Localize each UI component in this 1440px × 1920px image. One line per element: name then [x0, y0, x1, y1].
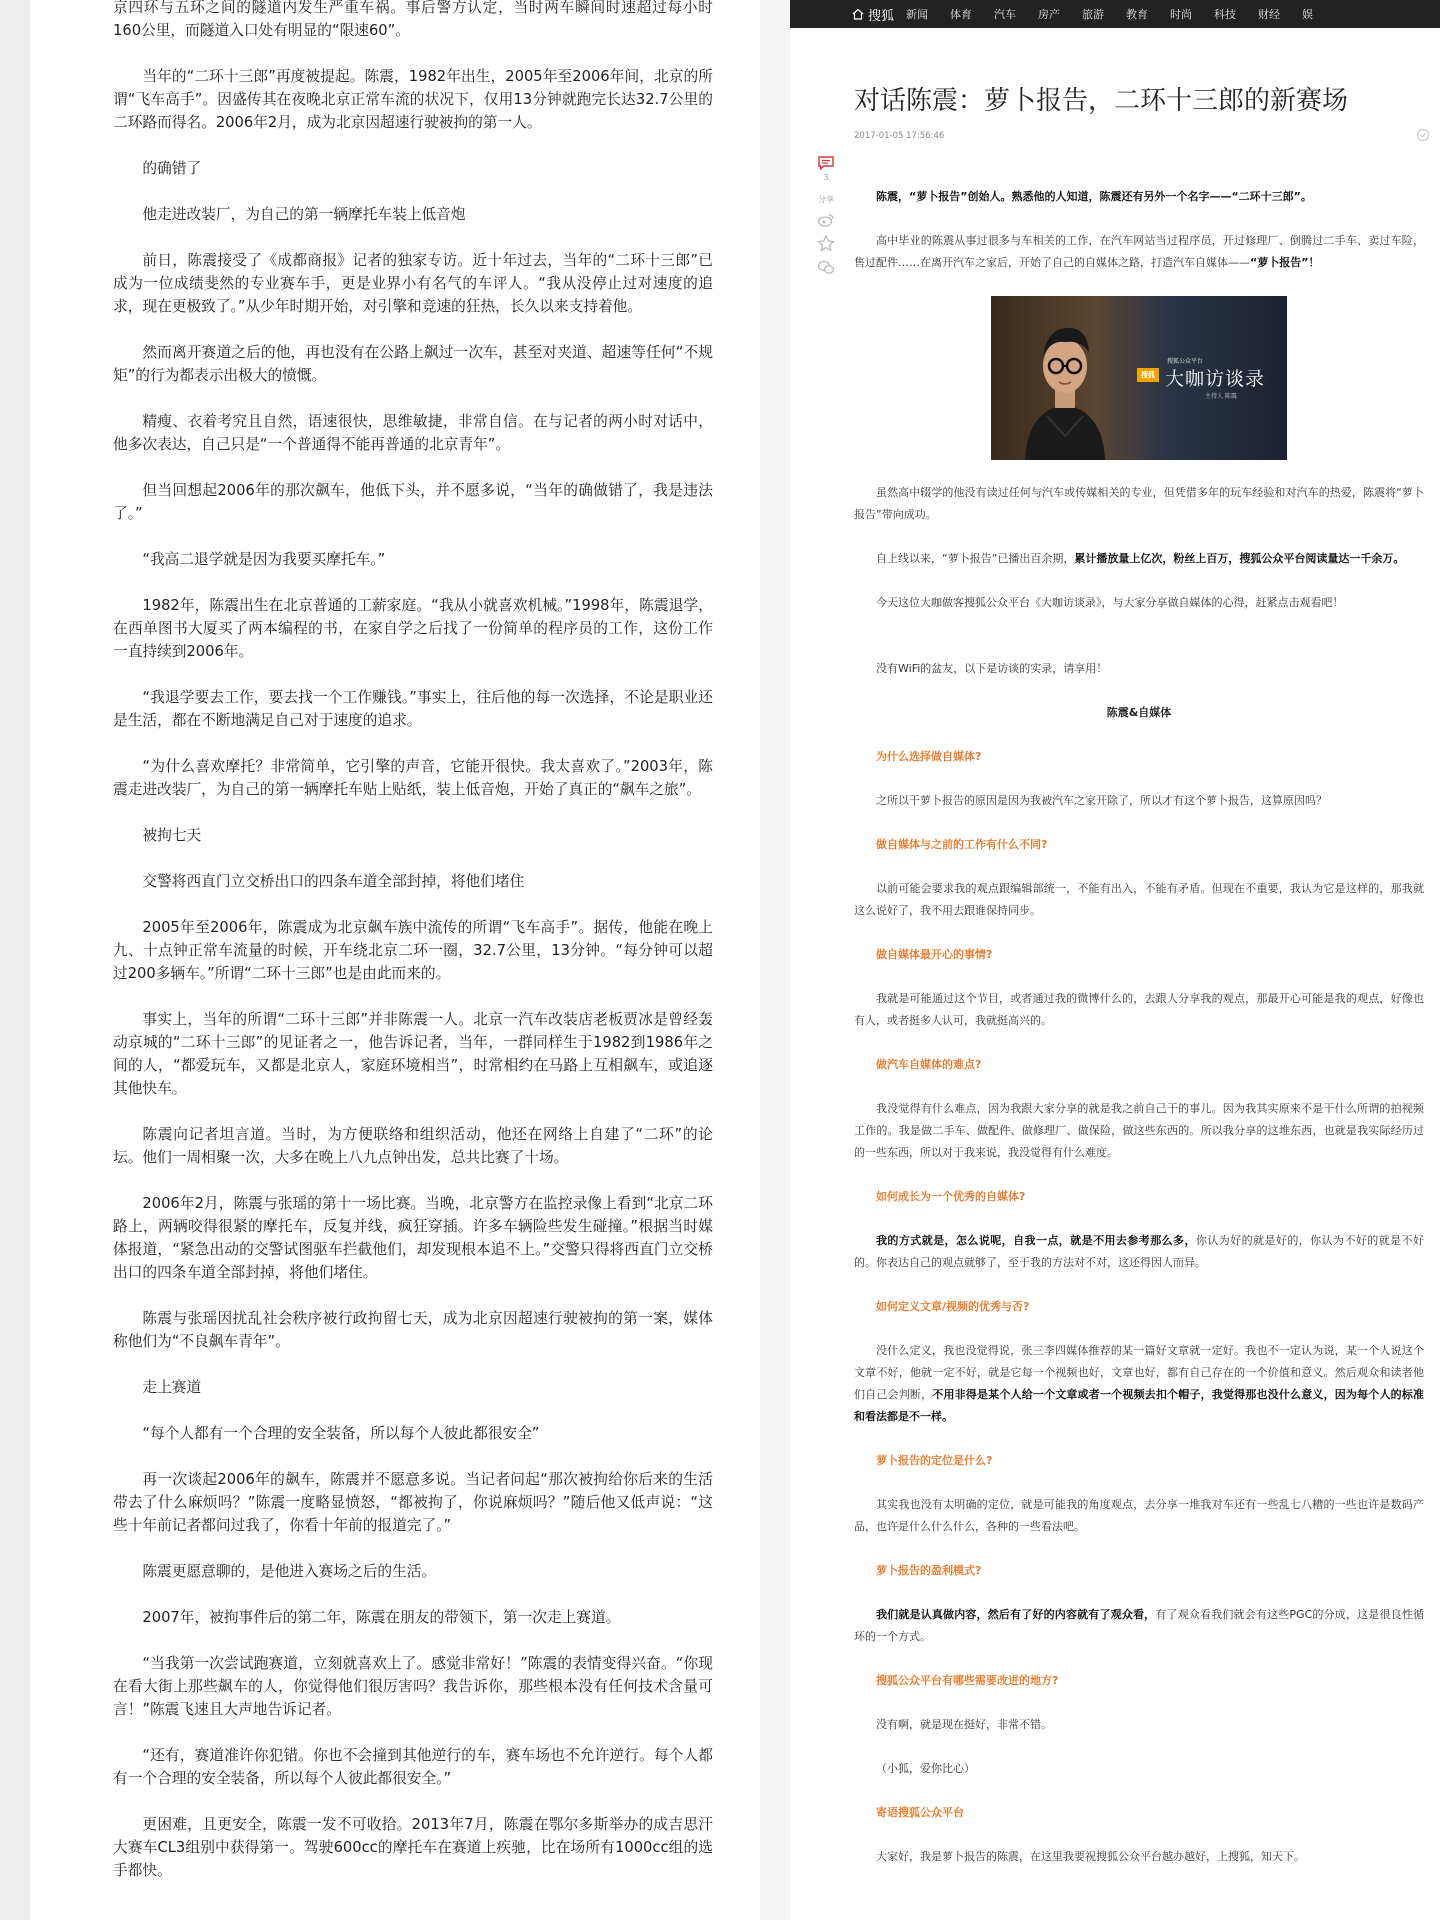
share-label: 分享: [818, 195, 834, 204]
nav-item[interactable]: 旅游: [1082, 8, 1105, 21]
article-body: [854, 186, 1424, 1890]
photo-subcaption: 主持人 陈震: [1205, 393, 1237, 400]
qa-answer-text: 有了观众看我们就会有这些PGC的分成，这是很良性循环的一个方式。: [854, 1608, 1424, 1643]
left-paragraph: 2006年2月，陈震与张瑶的第十一场比赛。当晚，北京警方在监控录像上看到“北京二环路上，两辆咬得很紧的摩托车，反复并线，疯狂穿插。许多车辆险些发生碰撞。”根据当时媒体报道，“紧急出动的交警试图驱车拦截他们，却发现根本追不上。”交警只得将西直门立交桥出口的四条车道全部封掉，将他们堵住。: [113, 1195, 713, 1281]
background-bold: “萝卜报告”！: [1250, 256, 1320, 269]
left-paragraph: “还有，赛道准许你犯错。你也不会撞到其他逆行的车，赛车场也不允许逆行。每个人都有一个合理的安全装备，所以每个人彼此都很安全。”: [113, 1747, 713, 1787]
left-paragraph: 2007年，被拘事件后的第二年，陈震在朋友的带领下，第一次走上赛道。: [142, 1609, 621, 1626]
left-paragraph: 但当回想起2006年的那次飙车，他低下头，并不愿多说，“当年的确做错了，我是违法了。”: [113, 482, 713, 522]
left-article-body: [113, 0, 713, 1905]
left-paragraph: 1982年，陈震出生在北京普通的工薪家庭。“我从小就喜欢机械。”1998年，陈震退学，在西单图书大厦买了两本编程的书，在家自学之后找了一份简单的程序员的工作，这份工作一直持续到2006年。: [113, 597, 713, 660]
qa-answer-text: 没什么定义，我也没觉得说，张三李四媒体推荐的某一篇好文章就一定好。我也不一定认为说，某一个人说这个文章不好，他就一定不好，就是它每一个视频也好，文章也好，都有自己存在的一个价值和意义。然后观众和读者他们自己会判断，: [854, 1344, 1424, 1401]
nav-items: [906, 6, 1335, 22]
left-paragraph: 陈震向记者坦言道。当时，为方便联络和组织活动，他还在网络上自建了“二环”的论坛。他们一周相聚一次，大多在晚上八九点钟出发，总共比赛了十场。: [113, 1126, 713, 1166]
home-icon: [852, 8, 864, 20]
paragraph-p5: 今天这位大咖做客搜狐公众平台《大咖访谈录》，与大家分享做自媒体的心得，赶紧点击观看吧！: [876, 596, 1344, 609]
left-paragraph: 事实上，当年的所谓“二环十三郎”并非陈震一人。北京一汽车改装店老板贾冰是曾经轰动京城的“二环十三郎”的见证者之一，他告诉记者，当年，一群同样生于1982到1986年之间的人，“都爱玩车，又都是北京人，家庭环境相当”，时常相约在马路上互相飙车，或追逐其他快车。: [113, 1011, 713, 1097]
qa-answer: [854, 1340, 1424, 1428]
qa-answer-text: 以前可能会要求我的观点跟编辑部统一，不能有出入，不能有矛盾。但现在不重要，我认为它是这样的，那我就这么说好了，我不用去跟谁保持同步。: [854, 882, 1424, 917]
nav-item[interactable]: 新闻: [906, 8, 929, 21]
paragraph-p3: 虽然高中辍学的他没有读过任何与汽车或传媒相关的专业，但凭借多年的玩车经验和对汽车的热爱，陈震将“萝卜报告”带向成功。: [854, 486, 1424, 521]
qa-answer: [854, 790, 1424, 812]
qa-question: 做自媒体最开心的事情?: [876, 948, 993, 961]
p4-bold: 累计播放量上亿次，粉丝上百万，搜狐公众平台阅读量达一千余万。: [1074, 552, 1405, 565]
comment-count: 3: [823, 173, 829, 182]
nav-item[interactable]: 汽车: [994, 8, 1017, 21]
qa-answer: [854, 1714, 1424, 1736]
nav-item[interactable]: 时尚: [1170, 8, 1193, 21]
nav-home-link[interactable]: [852, 5, 894, 24]
qa-answer-text: 我没觉得有什么难点，因为我跟大家分享的就是我之前自己干的事儿。因为我其实原来不是干什么所谓的拍视频工作的。我是做二手车、做配件、做修理厂、做保险，做这些东西的。所以我分享的这堆东西，也就是我实际经历过的一些东西，所以对于我来说，我没觉得有什么难度。: [854, 1102, 1424, 1159]
qa-answer: [854, 1230, 1424, 1274]
left-paragraph: 交警将西直门立交桥出口的四条车道全部封掉，将他们堵住: [142, 873, 525, 890]
left-paragraph: “我退学要去工作，要去找一个工作赚钱。”事实上，往后他的每一次选择，不论是职业还是生活，都在不断地满足自己对于速度的追求。: [113, 689, 713, 729]
qa-answer-bold: 我的方式就是，怎么说呢，自我一点，就是不用去参考那么多，: [876, 1234, 1196, 1247]
nav-item[interactable]: 体育: [950, 8, 973, 21]
after-qa-note: （小狐，爱你比心）: [876, 1762, 975, 1775]
left-paragraph: 然而离开赛道之后的他，再也没有在公路上飙过一次车，甚至对夹道、超速等任何“不规矩”的行为都表示出极大的愤慨。: [113, 344, 713, 384]
article-title: 对话陈震：萝卜报告，二环十三郎的新赛场: [854, 86, 1349, 116]
left-paragraph: 走上赛道: [142, 1379, 202, 1396]
paragraph-p4: [854, 548, 1424, 570]
panel-gutter: [760, 0, 790, 1920]
sohu-article-page: [790, 0, 1440, 1920]
qa-question: 为什么选择做自媒体?: [876, 750, 982, 763]
left-paragraph: 2005年至2006年，陈震成为北京飙车族中流传的所谓“飞车高手”。据传，他能在晚上九、十点钟正常车流量的时候，开车绕北京二环一圈，32.7公里，13分钟。“每分钟可以超过200多辆车。”所谓“二环十三郎”也是由此而来的。: [113, 919, 713, 982]
qa-answer: [854, 1494, 1424, 1538]
photo-small-caption: 搜狐公众平台: [1167, 358, 1204, 365]
qa-question: 如何成长为一个优秀的自媒体?: [876, 1190, 1026, 1203]
left-paragraph: 他走进改装厂，为自己的第一辆摩托车装上低音炮: [142, 206, 466, 223]
left-paragraph: 更困难，且更安全，陈震一发不可收拾。2013年7月，陈震在鄂尔多斯举办的成吉思汗大赛车CL3组别中获得第一。驾驶600cc的摩托车在赛道上疾驰，比在场所有1000cc组的选手都快。: [113, 1816, 713, 1879]
nav-item[interactable]: 娱: [1302, 8, 1314, 21]
closing-question: 寄语搜狐公众平台: [876, 1806, 964, 1819]
qa-answer: [854, 988, 1424, 1032]
background-paragraph: [854, 230, 1424, 274]
qa-list: [854, 746, 1424, 1736]
nav-item[interactable]: 房产: [1038, 8, 1061, 21]
left-paragraph: 精瘦、衣着考究且自然，语速很快，思维敏捷，非常自信。在与记者的两小时对话中，他多次表达，自己只是“一个普通得不能再普通的北京青年”。: [113, 413, 713, 453]
nav-home-label: 搜狐: [868, 8, 895, 24]
paragraph-p6: 没有WiFi的盆友，以下是访谈的实录，请享用！: [876, 662, 1108, 675]
qa-question: 搜狐公众平台有哪些需要改进的地方?: [876, 1674, 1059, 1687]
intro-paragraph: [854, 186, 1424, 208]
qa-question: 做汽车自媒体的难点?: [876, 1058, 982, 1071]
qa-answer-text: 你认为好的就是好的，你认为不好的就是不好的。你表达自己的观点就够了，至于我的方法对不对，这还得因人而异。: [854, 1234, 1425, 1269]
closing-answer: 大家好，我是萝卜报告的陈震，在这里我要祝搜狐公众平台越办越好，上搜狐，知天下。: [876, 1850, 1305, 1863]
interview-photo: [991, 296, 1287, 460]
left-paragraph: 的确错了: [142, 160, 202, 177]
nav-item[interactable]: 财经: [1258, 8, 1281, 21]
share-sidebar: [814, 155, 838, 275]
qa-answer-text: 其实我也没有太明确的定位，就是可能我的角度观点，去分享一堆我对车还有一些乱七八糟的一些也许是数码产品，也许是什么什么什么，各种的一些看法吧。: [854, 1498, 1424, 1533]
left-paragraph: “每个人都有一个合理的安全装备，所以每个人彼此都很安全”: [142, 1425, 540, 1442]
left-paragraph: 前日，陈震接受了《成都商报》记者的独家专访。近十年过去，当年的“二环十三郎”已成为一位成绩斐然的专业赛车手，更是业界小有名气的车评人。“我从没停止过对速度的追求，现在更极致了。”从少年时期开始，对引擎和竞速的狂热，长久以来支持着他。: [113, 252, 713, 315]
left-paragraph: “当我第一次尝试跑赛道，立刻就喜欢上了。感觉非常好！”陈震的表情变得兴奋。“你现在看大街上那些飙车的人，你觉得他们很厉害吗？我告诉你，那些根本没有任何技术含量可言！”陈震飞速且大声地告诉记者。: [113, 1655, 713, 1718]
sohu-logo: 搜狐: [1137, 368, 1159, 382]
left-margin-strip: [0, 0, 30, 1920]
left-paragraph: 当年的“二环十三郎”再度被提起。陈震，1982年出生，2005年至2006年间，北京的所谓“飞车高手”。因盛传其在夜晚北京正常车流的状况下，仅用13分钟就跑完长达32.7公里的二环路而得名。2006年2月，成为北京因超速行驶被拘的第一人。: [113, 68, 713, 131]
article-date: 2017-01-05 17:56:46: [854, 131, 945, 141]
comment-icon[interactable]: [817, 155, 835, 171]
qa-answer-bold-2: 不用非得是某个人给一个文章或者一个视频去扣个帽子，我觉得那也没什么意义，因为每个人的标准和看法都是不一样。: [854, 1388, 1425, 1423]
weibo-icon[interactable]: [817, 213, 835, 227]
person-figure: [1017, 316, 1113, 460]
report-icon[interactable]: [1416, 128, 1430, 142]
left-paragraph: “我高二退学就是因为我要买摩托车。”: [142, 551, 386, 568]
qa-answer: [854, 1604, 1424, 1648]
qzone-star-icon[interactable]: [817, 235, 835, 252]
qa-answer-text: 没有啊，就是现在挺好，非常不错。: [876, 1718, 1052, 1731]
qa-question: 如何定义文章/视频的优秀与否?: [876, 1300, 1030, 1313]
intro-bold: 陈震，“萝卜报告”创始人。熟悉他的人知道，陈震还有另外一个名字——“二环十三郎”。: [876, 190, 1312, 203]
nav-item[interactable]: 教育: [1126, 8, 1149, 21]
qa-answer-text: 之所以干萝卜报告的原因是因为我被汽车之家开除了，所以才有这个萝卜报告，这算原因吗？: [876, 794, 1327, 807]
section-heading: 陈震&自媒体: [1106, 706, 1172, 719]
left-paragraph: 陈震更愿意聊的，是他进入赛场之后的生活。: [142, 1563, 437, 1580]
photo-title: 大咖访谈录: [1165, 368, 1266, 390]
qa-question: 萝卜报告的盈利模式?: [876, 1564, 982, 1577]
left-paragraph: 京四环与五环之间的隧道内发生严重车祸。事后警方认定，当时两车瞬间时速超过每小时160公里，而隧道入口处有明显的“限速60”。: [113, 0, 713, 39]
nav-item[interactable]: 科技: [1214, 8, 1237, 21]
qa-answer-bold: 我们就是认真做内容，然后有了好的内容就有了观众看，: [876, 1608, 1156, 1621]
qa-question: 萝卜报告的定位是什么?: [876, 1454, 993, 1467]
qa-question: 做自媒体与之前的工作有什么不同?: [876, 838, 1048, 851]
wechat-icon[interactable]: [817, 260, 835, 275]
qa-answer-text: 我就是可能通过这个节目，或者通过我的微博什么的，去跟人分享我的观点，那最开心可能是我的观点，好像也有人，或者挺多人认可，我就挺高兴的。: [854, 992, 1424, 1027]
qa-answer: [854, 1098, 1424, 1164]
qa-answer: [854, 878, 1424, 922]
left-paragraph: 再一次谈起2006年的飙车，陈震并不愿意多说。当记者问起“那次被拘给你后来的生活带去了什么麻烦吗？”陈震一度略显愤怒，“都被拘了，你说麻烦吗？”随后他又低声说：“这些十年前记者都问过我了，你看十年前的报道完了。”: [113, 1471, 713, 1534]
left-paragraph: “为什么喜欢摩托？非常简单，它引擎的声音，它能开很快。我太喜欢了。”2003年，陈震走进改装厂，为自己的第一辆摩托车贴上贴纸，装上低音炮，开始了真正的“飙车之旅”。: [113, 758, 713, 798]
top-nav-bar: [790, 0, 1440, 28]
left-paragraph: 被拘七天: [142, 827, 202, 844]
p4-text: 自上线以来，“萝卜报告”已播出百余期，: [876, 552, 1075, 565]
background-text: 高中毕业的陈震从事过很多与车相关的工作，在汽车网站当过程序员，开过修理厂、倒腾过二手车、卖过车险，售过配件……在离开汽车之家后，开始了自己的自媒体之路，打造汽车自媒体——: [854, 234, 1424, 269]
left-paragraph: 陈震与张瑶因扰乱社会秩序被行政拘留七天，成为北京因超速行驶被拘的第一案，媒体称他们为“不良飙车青年”。: [113, 1310, 713, 1350]
